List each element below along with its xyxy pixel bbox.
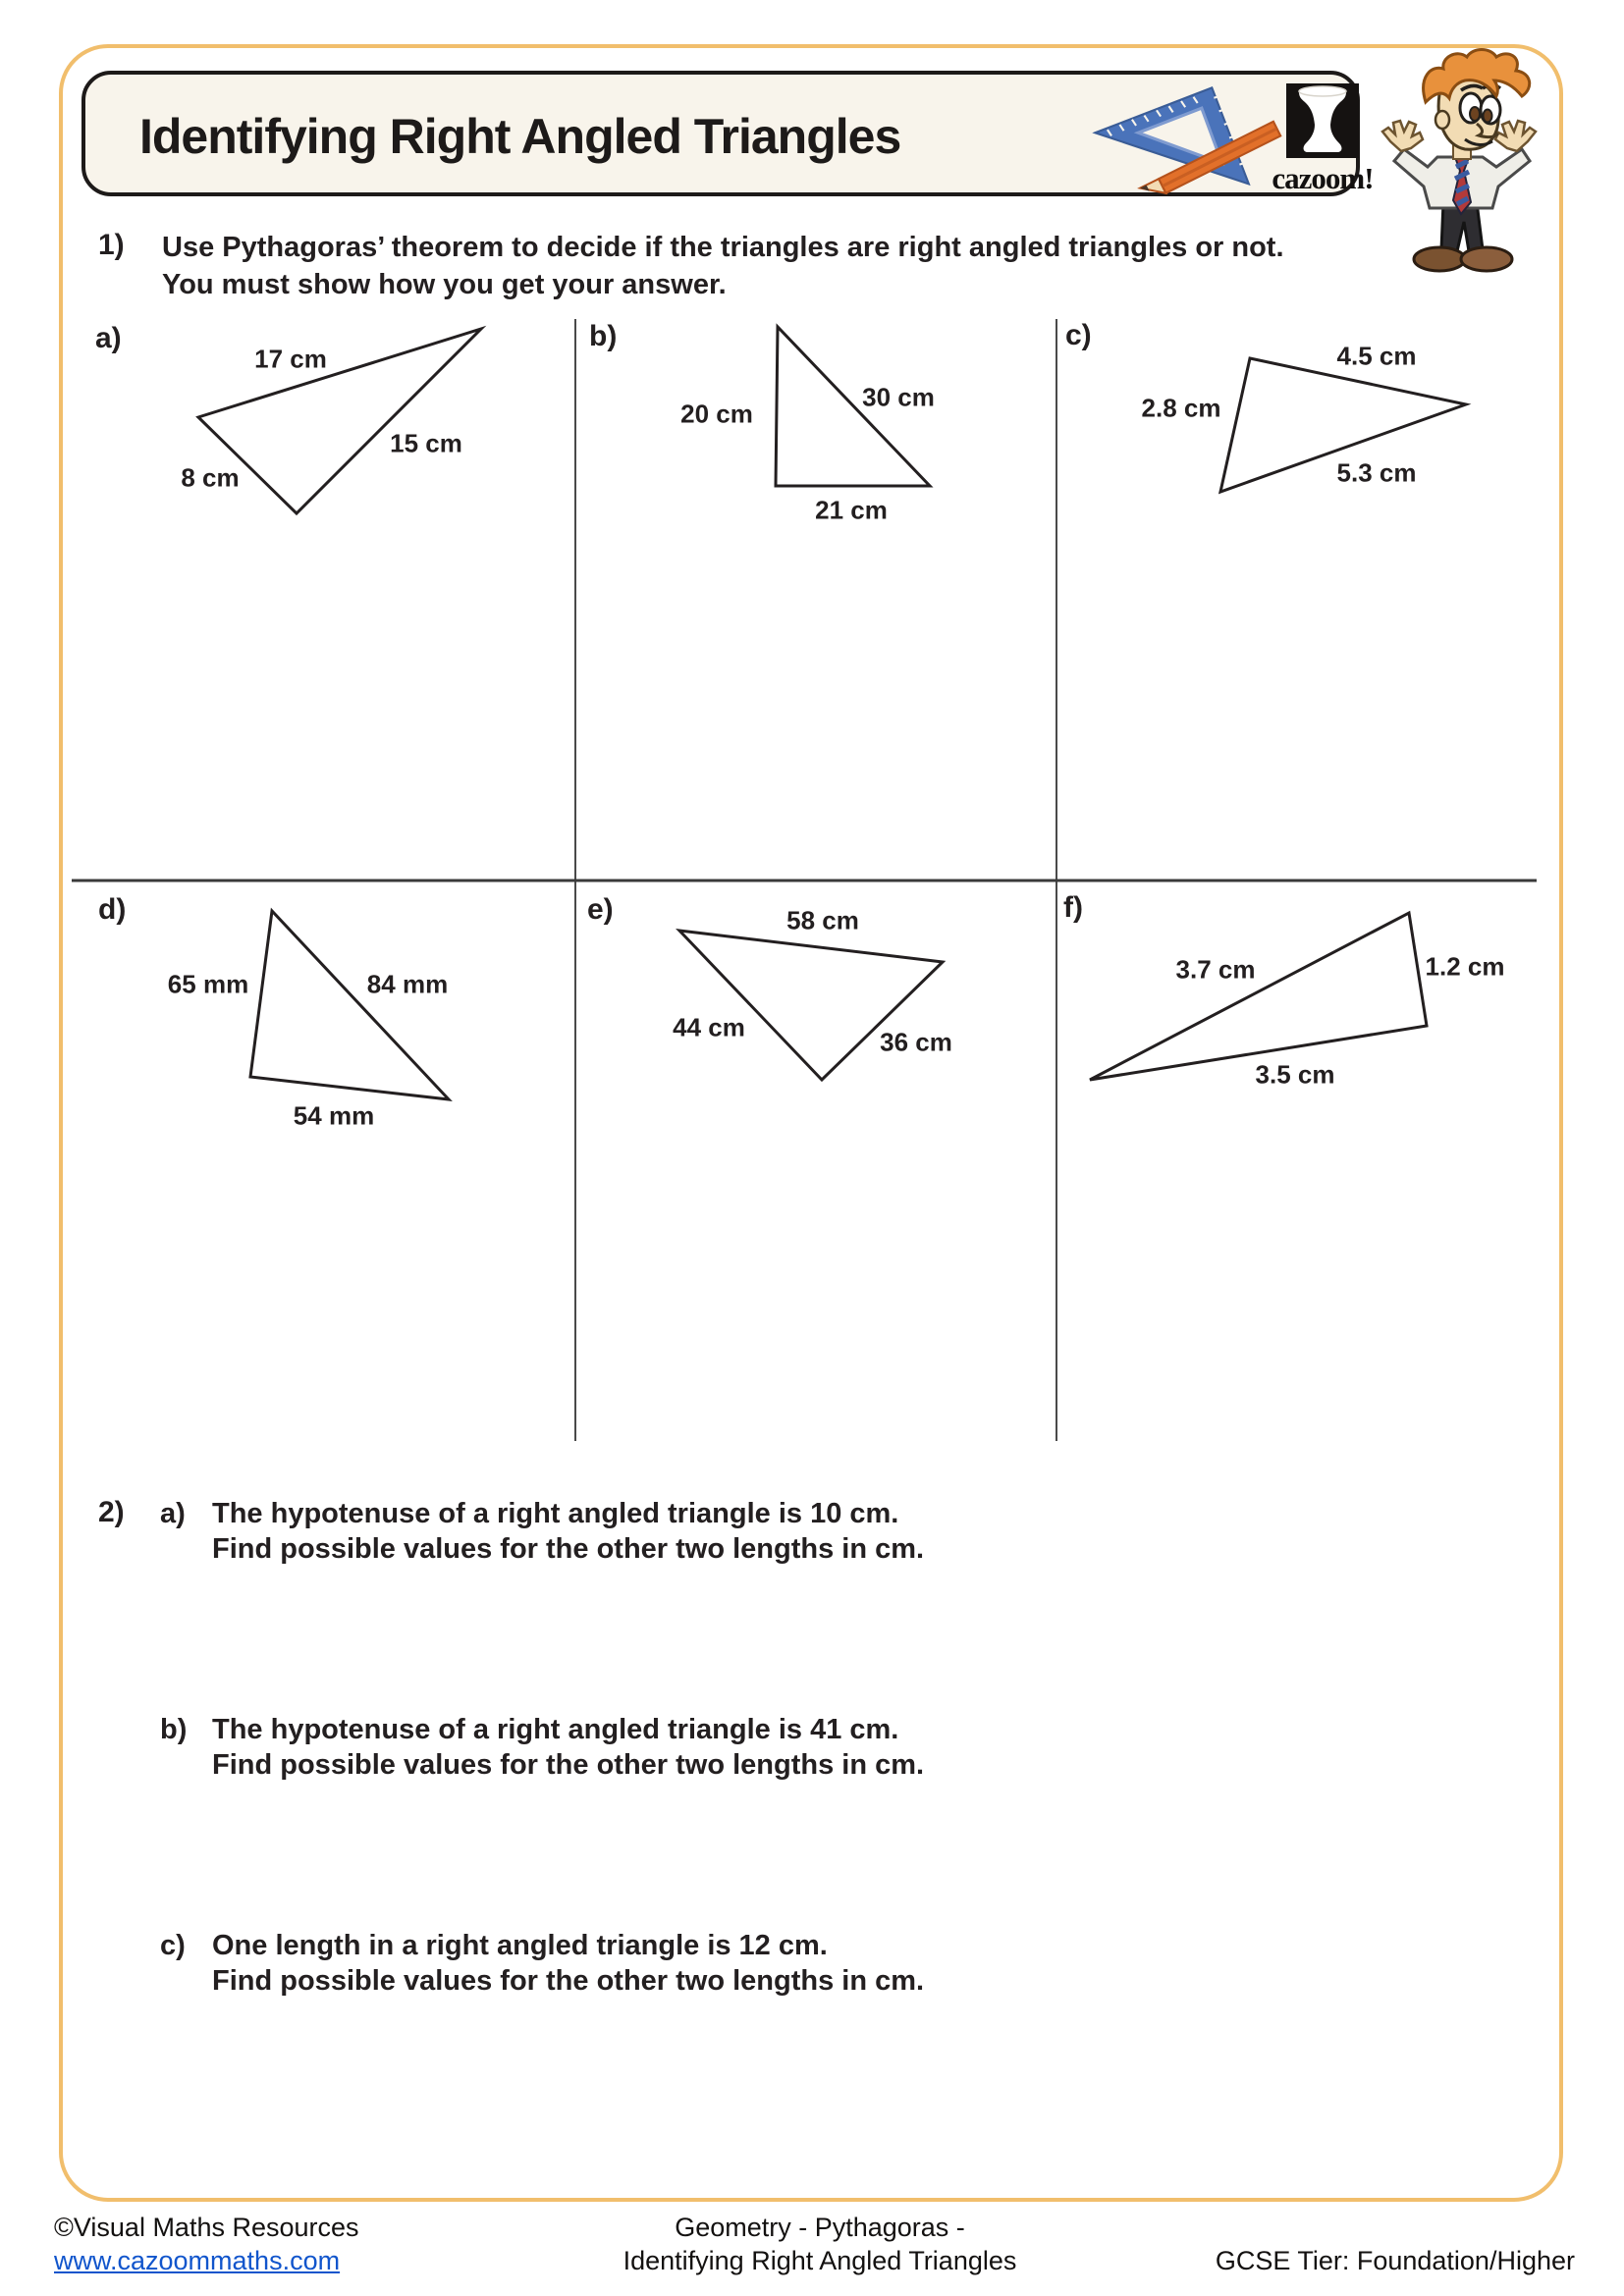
triangle-d-side-right: 84 mm (366, 969, 449, 999)
triangle-b-side-bottom: 21 cm (815, 495, 888, 525)
triangle-f-side-hyp: 3.7 cm (1175, 954, 1256, 985)
question2b-line2: Find possible values for the other two lengths in cm. (212, 1749, 925, 1781)
triangle-d-side-left: 65 mm (167, 969, 249, 999)
cazoom-drum-icon (1285, 82, 1360, 159)
question1-text-line1: Use Pythagoras’ theorem to decide if the triangles are right angled triangles or not. (162, 232, 1284, 263)
triangle-a-side-right: 15 cm (390, 428, 462, 458)
triangle-c-side-bottom: 5.3 cm (1336, 457, 1417, 488)
question2b-label: b) (160, 1714, 188, 1745)
triangle-d-side-bottom: 54 mm (293, 1100, 375, 1131)
footer-topic-line2: Identifying Right Angled Triangles (623, 2246, 1017, 2275)
question2c-label: c) (160, 1930, 186, 1961)
question2c-line2: Find possible values for the other two lengths in cm. (212, 1965, 925, 1997)
triangle-f-side-right: 1.2 cm (1425, 951, 1505, 982)
triangle-f-side-bottom: 3.5 cm (1255, 1059, 1335, 1090)
part-e-label: e) (587, 893, 614, 926)
triangle-b-side-left: 20 cm (680, 399, 753, 429)
triangle-e-side-right: 36 cm (880, 1027, 952, 1057)
question2c-line1: One length in a right angled triangle is 12 cm. (212, 1930, 828, 1961)
triangle-b-side-hyp: 30 cm (862, 382, 935, 412)
copyright-text: ©Visual Maths Resources (54, 2213, 359, 2242)
question1-text-line2: You must show how you get your answer. (162, 269, 727, 300)
question2a-line2: Find possible values for the other two lengths in cm. (212, 1533, 925, 1565)
cartoon-teacher-mascot (1367, 47, 1551, 279)
question1-number: 1) (98, 229, 125, 261)
part-c-label: c) (1065, 319, 1092, 351)
cazoom-logo-text: cazoom! (1272, 161, 1374, 195)
triangle-c-side-top: 4.5 cm (1336, 341, 1417, 371)
triangle-a-side-top: 17 cm (254, 344, 327, 374)
triangle-c-side-left: 2.8 cm (1141, 393, 1221, 423)
footer-topic-line1: Geometry - Pythagoras - (675, 2213, 965, 2242)
page-title: Identifying Right Angled Triangles (139, 109, 901, 164)
triangle-e-side-left: 44 cm (673, 1012, 745, 1042)
question2b-line1: The hypotenuse of a right angled triangle is 41 cm. (212, 1714, 899, 1745)
website-link[interactable]: www.cazoommaths.com (54, 2246, 341, 2275)
part-a-label: a) (95, 322, 122, 354)
footer-tier: GCSE Tier: Foundation/Higher (1215, 2246, 1575, 2275)
title-banner (81, 71, 1374, 196)
triangle-a-side-left: 8 cm (181, 462, 240, 493)
cazoom-logo (1264, 82, 1381, 195)
question2a-label: a) (160, 1498, 186, 1529)
question2a-line1: The hypotenuse of a right angled triangle is 10 cm. (212, 1498, 899, 1529)
question2-number: 2) (98, 1496, 125, 1528)
part-f-label: f) (1063, 891, 1083, 924)
part-d-label: d) (98, 893, 127, 926)
triangle-e-side-top: 58 cm (786, 905, 859, 935)
part-b-label: b) (589, 320, 618, 352)
